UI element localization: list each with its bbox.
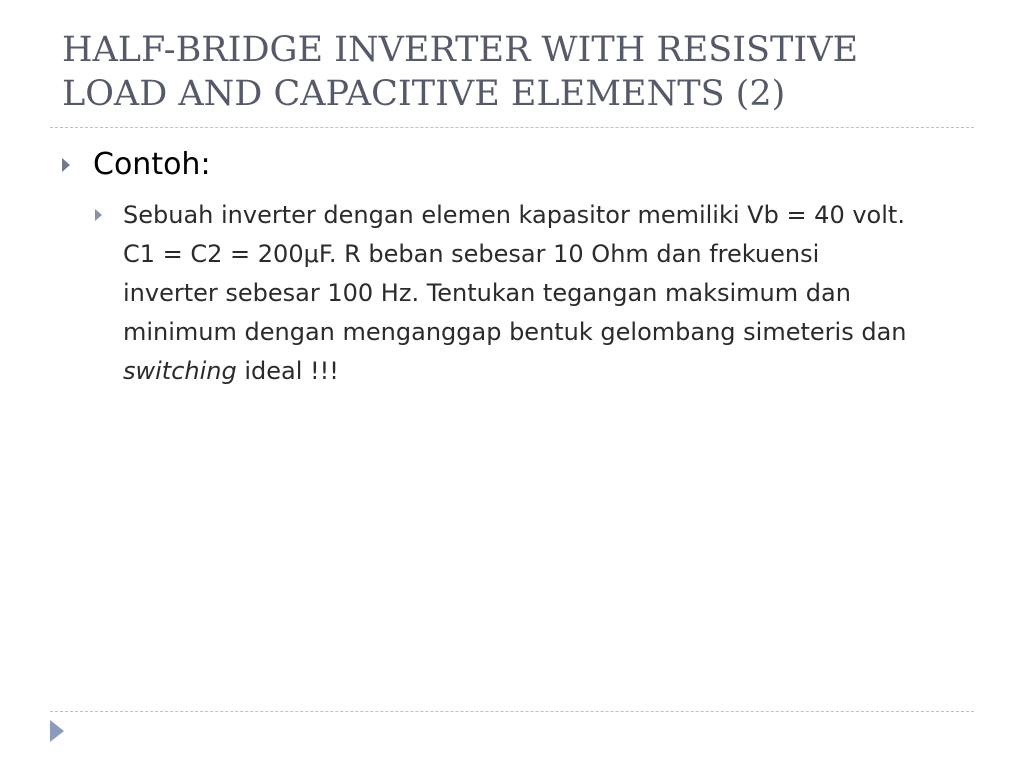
- bullet-level-2-line-3: inverter sebesar 100 Hz. Tentukan tegangan maksimum dan: [123, 279, 851, 307]
- bullet-level-2-line-5-rest: ideal !!!: [236, 357, 339, 385]
- switching-italic-text: switching: [123, 357, 237, 385]
- bullet-level-2: [95, 196, 965, 391]
- bullet-level-2-line-5: [123, 352, 965, 391]
- bullet-level-2-line-1: Sebuah inverter dengan elemen kapasitor memiliki Vb = 40 volt.: [123, 201, 905, 229]
- bullet-level-2-text: [123, 196, 965, 391]
- bullet-level-1-text: Contoh:: [93, 147, 211, 182]
- title-divider: [50, 127, 974, 128]
- slide-title: [62, 28, 992, 116]
- bullet-level-2-line-4: minimum dengan menganggap bentuk gelombang simeteris dan: [123, 318, 907, 346]
- bullet-level-1: [62, 145, 962, 185]
- bullet-triangle-icon: [62, 158, 70, 172]
- slide-title-line-1: HALF-BRIDGE INVERTER WITH RESISTIVE: [62, 30, 859, 70]
- footer-divider: [50, 711, 974, 712]
- slide-title-line-2: LOAD AND CAPACITIVE ELEMENTS (2): [62, 74, 786, 114]
- bullet-level-2-line-2: C1 = C2 = 200μF. R beban sebesar 10 Ohm dan frekuensi: [123, 240, 820, 268]
- sub-bullet-triangle-icon: [95, 209, 102, 221]
- next-slide-arrow-icon[interactable]: [50, 720, 64, 742]
